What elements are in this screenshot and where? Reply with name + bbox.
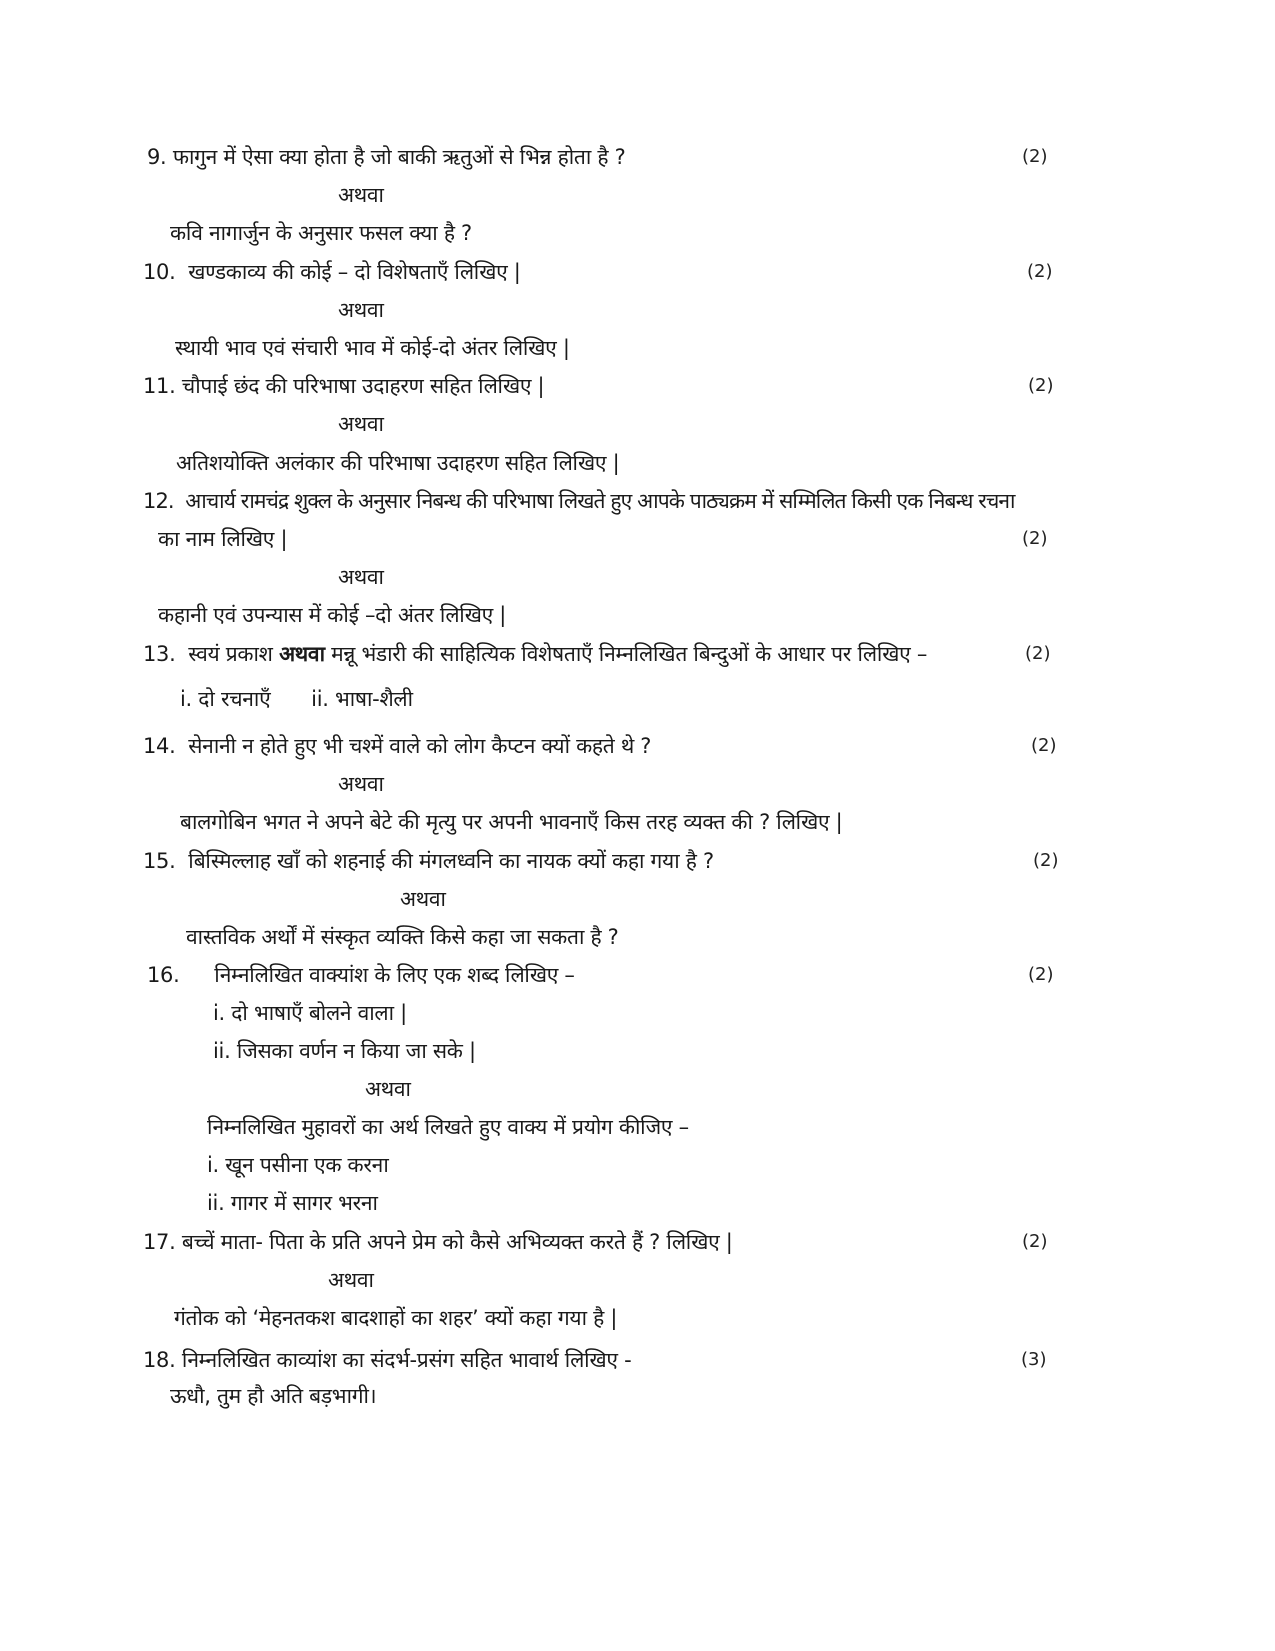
- alt-question-9: कवि नागार्जुन के अनुसार फसल क्या है ?: [170, 221, 472, 245]
- marks-q15: (2): [1033, 850, 1059, 871]
- or-label: अथवा: [338, 412, 384, 436]
- verse-line: ऊधौ, तुम हौ अति बड़भागी।: [170, 1384, 377, 1408]
- marks-q13: (2): [1025, 643, 1051, 664]
- question-text-post: मन्नू भंडारी की साहित्यिक विशेषताएँ निम्नलिखित बिन्दुओं के आधार पर लिखिए –: [331, 642, 928, 666]
- alt-question-16: निम्नलिखित मुहावरों का अर्थ लिखते हुए वाक्य में प्रयोग कीजिए –: [207, 1115, 689, 1139]
- or-label: अथवा: [328, 1268, 374, 1292]
- question-16: [147, 960, 575, 990]
- question-text: बच्चें माता- पिता के प्रति अपने प्रेम को कैसे अभिव्यक्त करते हैं ? लिखिए |: [181, 1230, 733, 1254]
- question-text: निम्नलिखित वाक्यांश के लिए एक शब्द लिखिए –: [214, 963, 575, 987]
- question-15: [143, 846, 714, 876]
- question-text: चौपाई छंद की परिभाषा उदाहरण सहित लिखिए |: [181, 374, 545, 398]
- alt-question-15: वास्तविक अर्थों में संस्कृत व्यक्ति किसे कहा जा सकता है ?: [186, 925, 619, 949]
- or-label: अथवा: [338, 183, 384, 207]
- marks-q18: (3): [1021, 1349, 1047, 1370]
- question-number: 13.: [143, 642, 176, 666]
- marks-q12: (2): [1022, 528, 1048, 549]
- question-14: [143, 731, 651, 761]
- marks-q11: (2): [1028, 375, 1054, 396]
- question-number: 17.: [143, 1230, 176, 1254]
- question-number: 15.: [143, 849, 176, 873]
- question-number: 11.: [143, 374, 176, 398]
- alt-question-12: कहानी एवं उपन्यास में कोई –दो अंतर लिखिए |: [158, 603, 507, 627]
- marks-q9: (2): [1022, 146, 1048, 167]
- or-bold: अथवा: [279, 642, 325, 666]
- question-11: [143, 371, 544, 401]
- alt-point-item: ii. गागर में सागर भरना: [207, 1191, 378, 1215]
- question-text: फागुन में ऐसा क्या होता है जो बाकी ऋतुओं से भिन्न होता है ?: [172, 145, 626, 169]
- question-text: निम्नलिखित काव्यांश का संदर्भ-प्रसंग सहित भावार्थ लिखिए -: [181, 1348, 632, 1372]
- question-12-continuation: का नाम लिखिए |: [158, 527, 288, 551]
- alt-question-11: अतिशयोक्ति अलंकार की परिभाषा उदाहरण सहित लिखिए |: [176, 451, 620, 475]
- marks-q14: (2): [1031, 735, 1057, 756]
- question-13: [143, 639, 927, 669]
- alt-point-item: i. खून पसीना एक करना: [207, 1153, 389, 1177]
- question-text: बिस्मिल्लाह खाँ को शहनाई की मंगलध्वनि का नायक क्यों कहा गया है ?: [188, 849, 714, 873]
- question-text: सेनानी न होते हुए भी चश्में वाले को लोग कैप्टन क्यों कहते थे ?: [188, 734, 652, 758]
- alt-question-17: गंतोक को ‘मेहनतकश बादशाहों का शहर’ क्यों कहा गया है |: [174, 1306, 618, 1330]
- question-18: [143, 1345, 631, 1375]
- or-label: अथवा: [365, 1077, 411, 1101]
- point-item: i. दो रचनाएँ: [180, 687, 271, 711]
- question-text-pre: स्वयं प्रकाश: [188, 642, 273, 666]
- question-number: 12.: [143, 489, 174, 513]
- question-13-points: [180, 684, 413, 714]
- question-12: [143, 486, 1015, 516]
- question-number: 14.: [143, 734, 176, 758]
- question-10: [143, 257, 521, 287]
- or-label: अथवा: [400, 887, 446, 911]
- marks-q17: (2): [1022, 1231, 1048, 1252]
- marks-q10: (2): [1027, 261, 1053, 282]
- point-item: i. दो भाषाएँ बोलने वाला |: [213, 1001, 407, 1025]
- question-9: [147, 142, 625, 172]
- or-label: अथवा: [338, 772, 384, 796]
- point-item: ii. भाषा-शैली: [311, 687, 413, 711]
- or-label: अथवा: [338, 565, 384, 589]
- question-number: 16.: [147, 963, 180, 987]
- marks-q16: (2): [1028, 964, 1054, 985]
- question-text: खण्डकाव्य की कोई – दो विशेषताएँ लिखिए |: [188, 260, 521, 284]
- or-label: अथवा: [338, 298, 384, 322]
- alt-question-10: स्थायी भाव एवं संचारी भाव में कोई-दो अंतर लिखिए |: [175, 336, 570, 360]
- question-number: 10.: [143, 260, 176, 284]
- alt-question-14: बालगोबिन भगत ने अपने बेटे की मृत्यु पर अपनी भावनाएँ किस तरह व्यक्त की ? लिखिए |: [180, 810, 843, 834]
- question-text: आचार्य रामचंद्र शुक्ल के अनुसार निबन्ध की परिभाषा लिखते हुए आपके पाठ्यक्रम में सम्मिलित किसी एक निबन्ध रचना: [185, 489, 1015, 513]
- question-number: 18.: [143, 1348, 176, 1372]
- question-number: 9.: [147, 145, 167, 169]
- point-item: ii. जिसका वर्णन न किया जा सके |: [213, 1039, 476, 1063]
- question-17: [143, 1227, 733, 1257]
